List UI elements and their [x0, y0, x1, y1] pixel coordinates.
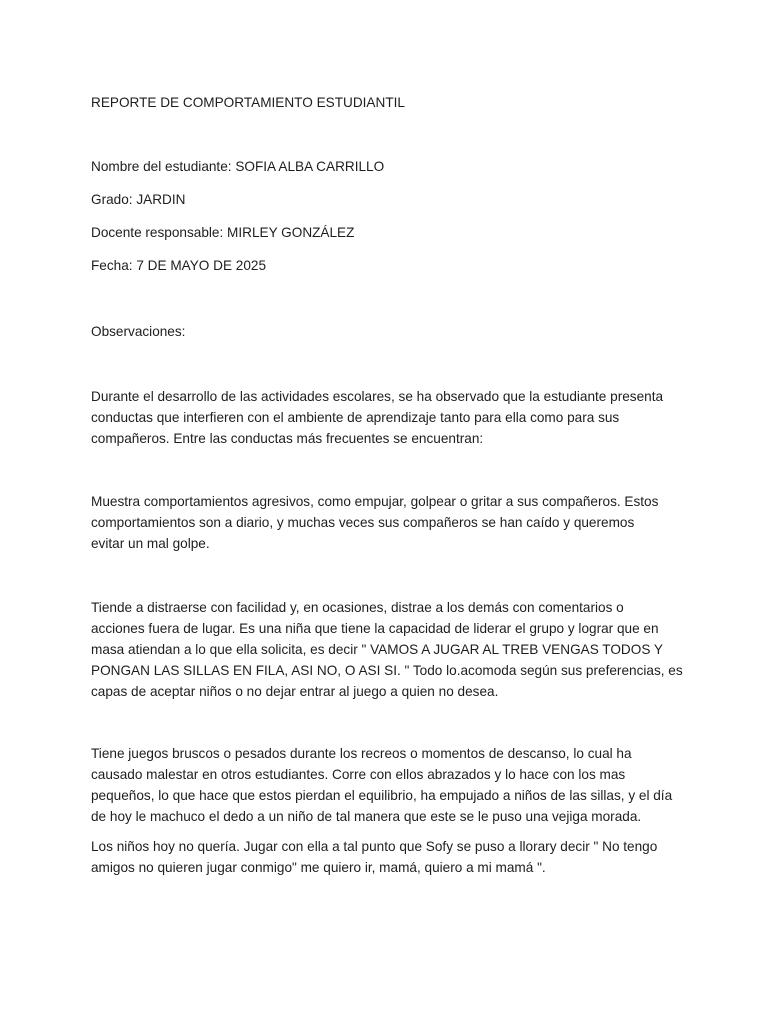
- paragraph-line: masa atiendan a lo que ella solicita, es decir " VAMOS A JUGAR AL TREB VENGAS TODOS Y: [91, 642, 663, 657]
- paragraph-distraction: [91, 597, 691, 702]
- paragraph-line: evitar un mal golpe.: [91, 536, 210, 551]
- teacher-line: Docente responsable: MIRLEY GONZÁLEZ: [91, 225, 355, 240]
- paragraph-line: PONGAN LAS SILLAS EN FILA, ASI NO, O ASI SI. " Todo lo.acomoda según sus preferencias, es: [91, 663, 683, 678]
- paragraph-line: conductas que interfieren con el ambiente de aprendizaje tanto para ella como para sus: [91, 410, 620, 425]
- paragraph-line: Durante el desarrollo de las actividades escolares, se ha observado que la estudiante presenta: [91, 389, 664, 404]
- grade-line: Grado: JARDIN: [91, 192, 186, 207]
- paragraph-rough-play: [91, 743, 691, 827]
- date-line: Fecha: 7 DE MAYO DE 2025: [91, 258, 267, 273]
- paragraph-line: de hoy le machuco el dedo a un niño de tal manera que este se le puso una vejiga morada.: [91, 809, 642, 824]
- paragraph-line: capas de aceptar niños o no dejar entrar al juego a quien no desea.: [91, 684, 499, 699]
- observations-heading: Observaciones:: [91, 324, 186, 339]
- paragraph-line: compañeros. Entre las conductas más frecuentes se encuentran:: [91, 431, 484, 446]
- paragraph-line: comportamientos son a diario, y muchas veces sus compañeros se han caído y queremos: [91, 515, 635, 530]
- paragraph-line: Tiene juegos bruscos o pesados durante los recreos o momentos de descanso, lo cual ha: [91, 746, 632, 761]
- paragraph-line: amigos no quieren jugar conmigo" me quiero ir, mamá, quiero a mi mamá ".: [91, 860, 546, 875]
- paragraph-crying-incident: [91, 836, 691, 878]
- paragraph-line: Los niños hoy no quería. Jugar con ella a tal punto que Sofy se puso a llorary decir " No tengo: [91, 839, 658, 854]
- paragraph-line: causado malestar en otros estudiantes. Corre con ellos abrazados y lo hace con los mas: [91, 767, 626, 782]
- paragraph-line: Tiende a distraerse con facilidad y, en ocasiones, distrae a los demás con comentarios o: [91, 600, 624, 615]
- paragraph-intro: [91, 386, 691, 449]
- paragraph-line: pequeños, lo que hace que estos pierdan el equilibrio, ha empujado a niños de las sillas, y el día: [91, 788, 673, 803]
- report-title: REPORTE DE COMPORTAMIENTO ESTUDIANTIL: [91, 95, 405, 110]
- paragraph-line: acciones fuera de lugar. Es una niña que tiene la capacidad de liderar el grupo y lograr que en: [91, 621, 659, 636]
- paragraph-aggressive-behavior: [91, 491, 691, 554]
- student-name-line: Nombre del estudiante: SOFIA ALBA CARRILLO: [91, 159, 385, 174]
- paragraph-line: Muestra comportamientos agresivos, como empujar, golpear o gritar a sus compañeros. Estos: [91, 494, 659, 509]
